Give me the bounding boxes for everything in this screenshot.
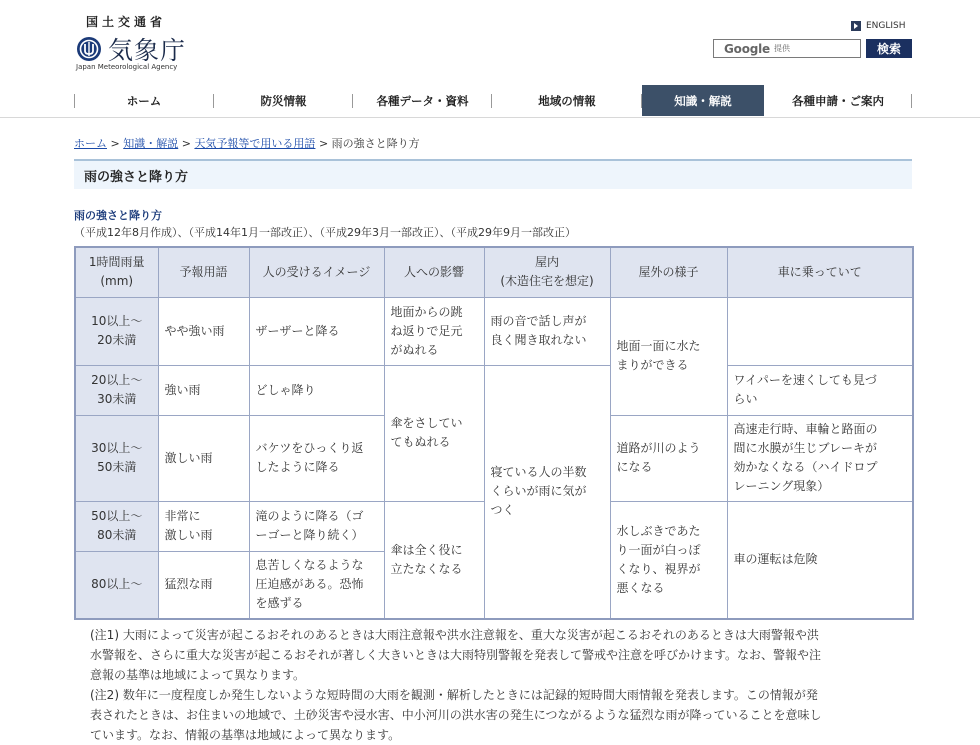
header-forecast-term: 予報用語 xyxy=(158,247,249,297)
header-impression: 人の受けるイメージ xyxy=(249,247,384,297)
cell-car xyxy=(727,297,913,365)
cell-impression: バケツをひっくり返 したように降る xyxy=(249,415,384,501)
nav-disaster-info[interactable]: 防災情報 xyxy=(214,85,353,116)
cell-outdoor: 道路が川のよう になる xyxy=(610,415,727,501)
cell-rainfall: 30以上～ 50未満 xyxy=(75,415,158,501)
search-button[interactable]: 検索 xyxy=(866,39,912,58)
header-in-car: 車に乗っていて xyxy=(727,247,913,297)
cell-term: 猛烈な雨 xyxy=(158,551,249,619)
page-title: 雨の強さと降り方 xyxy=(84,170,189,185)
table-header-row xyxy=(75,247,913,297)
table-row xyxy=(75,297,913,365)
cell-effect: 地面からの跳 ね返りで足元 がぬれる xyxy=(384,297,484,365)
cell-impression: 滝のように降る（ゴ ーゴーと降り続く） xyxy=(249,501,384,551)
cell-term: 非常に 激しい雨 xyxy=(158,501,249,551)
breadcrumb-separator: > xyxy=(181,137,191,150)
nav-applications[interactable]: 各種申請・ご案内 xyxy=(764,85,912,116)
english-link[interactable] xyxy=(851,20,906,32)
cell-impression: どしゃ降り xyxy=(249,365,384,415)
logo-ministry-text: 国土交通省 xyxy=(86,15,167,29)
jma-logo[interactable] xyxy=(74,12,194,76)
header-rainfall: 1時間雨量 (mm) xyxy=(75,247,158,297)
cell-effect: 傘は全く役に 立たなくなる xyxy=(384,501,484,619)
search-provider-label: 提供 xyxy=(773,44,790,53)
arrow-right-icon xyxy=(851,21,861,31)
site-search xyxy=(713,39,911,58)
search-input[interactable] xyxy=(713,39,861,58)
cell-car: 車の運転は危険 xyxy=(727,501,913,619)
note-2: (注2) 数年に一度程度しか発生しないような短時間の大雨を観測・解析したときには記録的短時間大雨情報を発表します。この情報が発 表されたときは、お住まいの地域で、土砂災害や浸水害、中小河川の洪水害の発生につながるような猛烈な雨が降っていることを意味し ています。なお、情報の基準は地域によって異なります。 xyxy=(90,688,822,742)
header-effect-on-people: 人への影響 xyxy=(384,247,484,297)
cell-rainfall: 20以上～ 30未満 xyxy=(75,365,158,415)
breadcrumb-terms[interactable]: 天気予報等で用いる用語 xyxy=(194,137,316,150)
header-indoor: 屋内 (木造住宅を想定) xyxy=(484,247,610,297)
cell-indoor: 雨の音で話し声が 良く聞き取れない xyxy=(484,297,610,365)
cell-rainfall: 50以上～ 80未満 xyxy=(75,501,158,551)
breadcrumb-current: 雨の強さと降り方 xyxy=(331,137,420,150)
breadcrumb-knowledge[interactable]: 知識・解説 xyxy=(123,137,179,150)
nav-data[interactable]: 各種データ・資料 xyxy=(353,85,492,116)
revision-history: （平成12年8月作成）、（平成14年1月一部改正）、（平成29年3月一部改正）、（平成29年9月一部改正） xyxy=(74,226,576,239)
nav-knowledge[interactable]: 知識・解説 xyxy=(642,85,764,116)
table-row xyxy=(75,365,913,415)
section-heading: 雨の強さと降り方 xyxy=(74,209,162,222)
cell-indoor: 寝ている人の半数 くらいが雨に気が つく xyxy=(484,365,610,619)
header-outdoor: 屋外の様子 xyxy=(610,247,727,297)
cell-car: 高速走行時、車輪と路面の 間に水膜が生じブレーキが 効かなくなる（ハイドロプ レーニング現象） xyxy=(727,415,913,501)
cell-term: やや強い雨 xyxy=(158,297,249,365)
cell-term: 激しい雨 xyxy=(158,415,249,501)
logo-english-name: Japan Meteorological Agency xyxy=(76,63,178,71)
header-divider xyxy=(0,117,980,118)
cell-rainfall: 10以上～ 20未満 xyxy=(75,297,158,365)
cell-outdoor: 水しぶきであた り一面が白っぽ くなり、視界が 悪くなる xyxy=(610,501,727,619)
jma-emblem-icon xyxy=(76,36,102,62)
note-1: (注1) 大雨によって災害が起こるおそれのあるときは大雨注意報や洪水注意報を、重大な災害が起こるおそれのあるときは大雨警報や洪 水警報を、さらに重大な災害が起こるおそれが著しく大きいときは大雨特別警報を発表して警戒や注意を呼びかけます。なお、警報や注 意報の基準は地域によって異なります。 xyxy=(90,628,822,682)
cell-effect: 傘をさしてい てもぬれる xyxy=(384,365,484,501)
logo-agency-name: 気象庁 xyxy=(108,36,187,65)
nav-regional-info[interactable]: 地域の情報 xyxy=(492,85,642,116)
cell-impression: ザーザーと降る xyxy=(249,297,384,365)
main-nav xyxy=(74,85,912,116)
cell-car: ワイパーを速くしても見づ らい xyxy=(727,365,913,415)
notes xyxy=(90,625,912,745)
site-header xyxy=(0,0,980,117)
cell-term: 強い雨 xyxy=(158,365,249,415)
page-title-bar xyxy=(74,159,912,189)
breadcrumb-separator: > xyxy=(318,137,329,150)
cell-outdoor: 地面一面に水た まりができる xyxy=(610,297,727,415)
cell-rainfall: 80以上～ xyxy=(75,551,158,619)
cell-impression: 息苦しくなるような 圧迫感がある。恐怖 を感ずる xyxy=(249,551,384,619)
rain-intensity-table xyxy=(74,246,914,620)
breadcrumb-separator: > xyxy=(110,137,120,150)
breadcrumb xyxy=(74,135,420,151)
english-link-label: ENGLISH xyxy=(866,21,906,31)
breadcrumb-home[interactable]: ホーム xyxy=(74,137,107,150)
google-logo: Google xyxy=(724,41,770,56)
nav-home[interactable]: ホーム xyxy=(74,85,214,116)
